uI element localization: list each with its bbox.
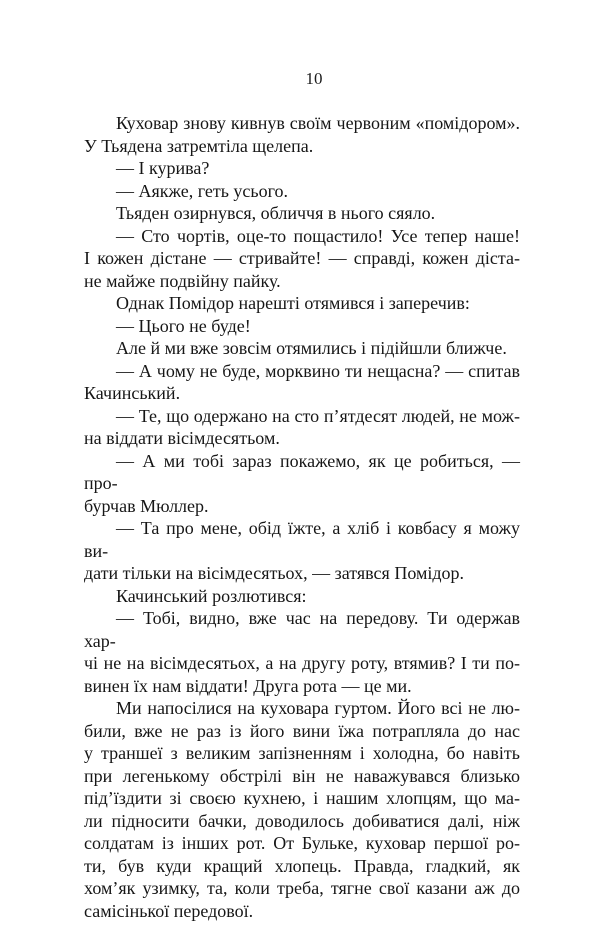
text-line: бурчав Мюллер. [84, 495, 209, 516]
text-line: у траншеї з великим запізненням і холодна, бо навіть [84, 743, 520, 763]
text-line: солдатам із інших рот. От Бульке, куховар першої ро- [84, 833, 520, 853]
text-line: Качинський. [84, 383, 181, 403]
body-text [84, 112, 520, 922]
text-line: хом’як узимку, та, коли треба, тягне свої казани аж до [84, 878, 520, 898]
text-line: били, вже не раз із його вини їжа потрапляла до нас [84, 720, 520, 741]
text-line: Ми напосілися на куховара гуртом. Його всі не лю- [116, 698, 520, 718]
text-line: Однак Помідор нарешті отямився і заперечив: [116, 293, 470, 313]
text-line: Але й ми вже зовсім отямились і підійшли ближче. [116, 338, 507, 358]
text-line: ти, був куди кращий хлопець. Правда, гладкий, як [84, 855, 520, 876]
text-line: при легенькому обстрілі він не наважувався близько [84, 765, 520, 786]
text-line: — А ми тобі зараз покажемо, як це робиться, — про- [84, 450, 520, 493]
text-line: І кожен дістане — стривайте! — справді, кожен діста- [84, 248, 520, 268]
text-line: на віддати вісімдесятьом. [84, 428, 280, 448]
text-line: Куховар знову кивнув своїм червоним «помідором». [116, 113, 520, 133]
text-line: Качинський розлютився: [116, 585, 307, 606]
text-line: — Тобі, видно, вже час на передову. Ти одержав хар- [84, 608, 520, 651]
page-number: 10 [305, 69, 323, 88]
text-line: під’їздити зі своєю кухнею, і нашим хлопцям, що ма- [84, 788, 520, 808]
text-line: — Аякже, геть усього. [116, 180, 289, 201]
text-line: — Те, що одержано на сто п’ятдесят людей, не мож- [116, 405, 520, 426]
text-line: — Та про мене, обід їжте, а хліб і ковбасу я можу ви- [84, 518, 520, 561]
text-line: Тьяден озирнувся, обличчя в нього сяяло. [116, 203, 436, 223]
text-line: — Сто чортів, оце-то пощастило! Усе тепер наше! [116, 225, 520, 246]
text-line: чі не на вісімдесятьох, а на другу роту, втямив? І ти по- [84, 653, 520, 673]
text-line: — І курива? [116, 158, 210, 178]
text-line: винен їх нам віддати! Друга рота — це ми. [84, 675, 412, 696]
text-line: самісінької передової. [84, 900, 254, 921]
text-line: дати тільки на вісімдесятьох, — затявся Помідор. [84, 563, 465, 583]
text-line: — Цього не буде! [116, 315, 251, 336]
text-line: — А чому не буде, морквино ти нещасна? — спитав [116, 360, 520, 381]
text-line: У Тьядена затремтіла щелепа. [84, 135, 314, 156]
text-line: ли підносити бачки, доводилось добиватися далі, ніж [84, 810, 520, 831]
text-line: не майже подвійну пайку. [84, 270, 281, 291]
